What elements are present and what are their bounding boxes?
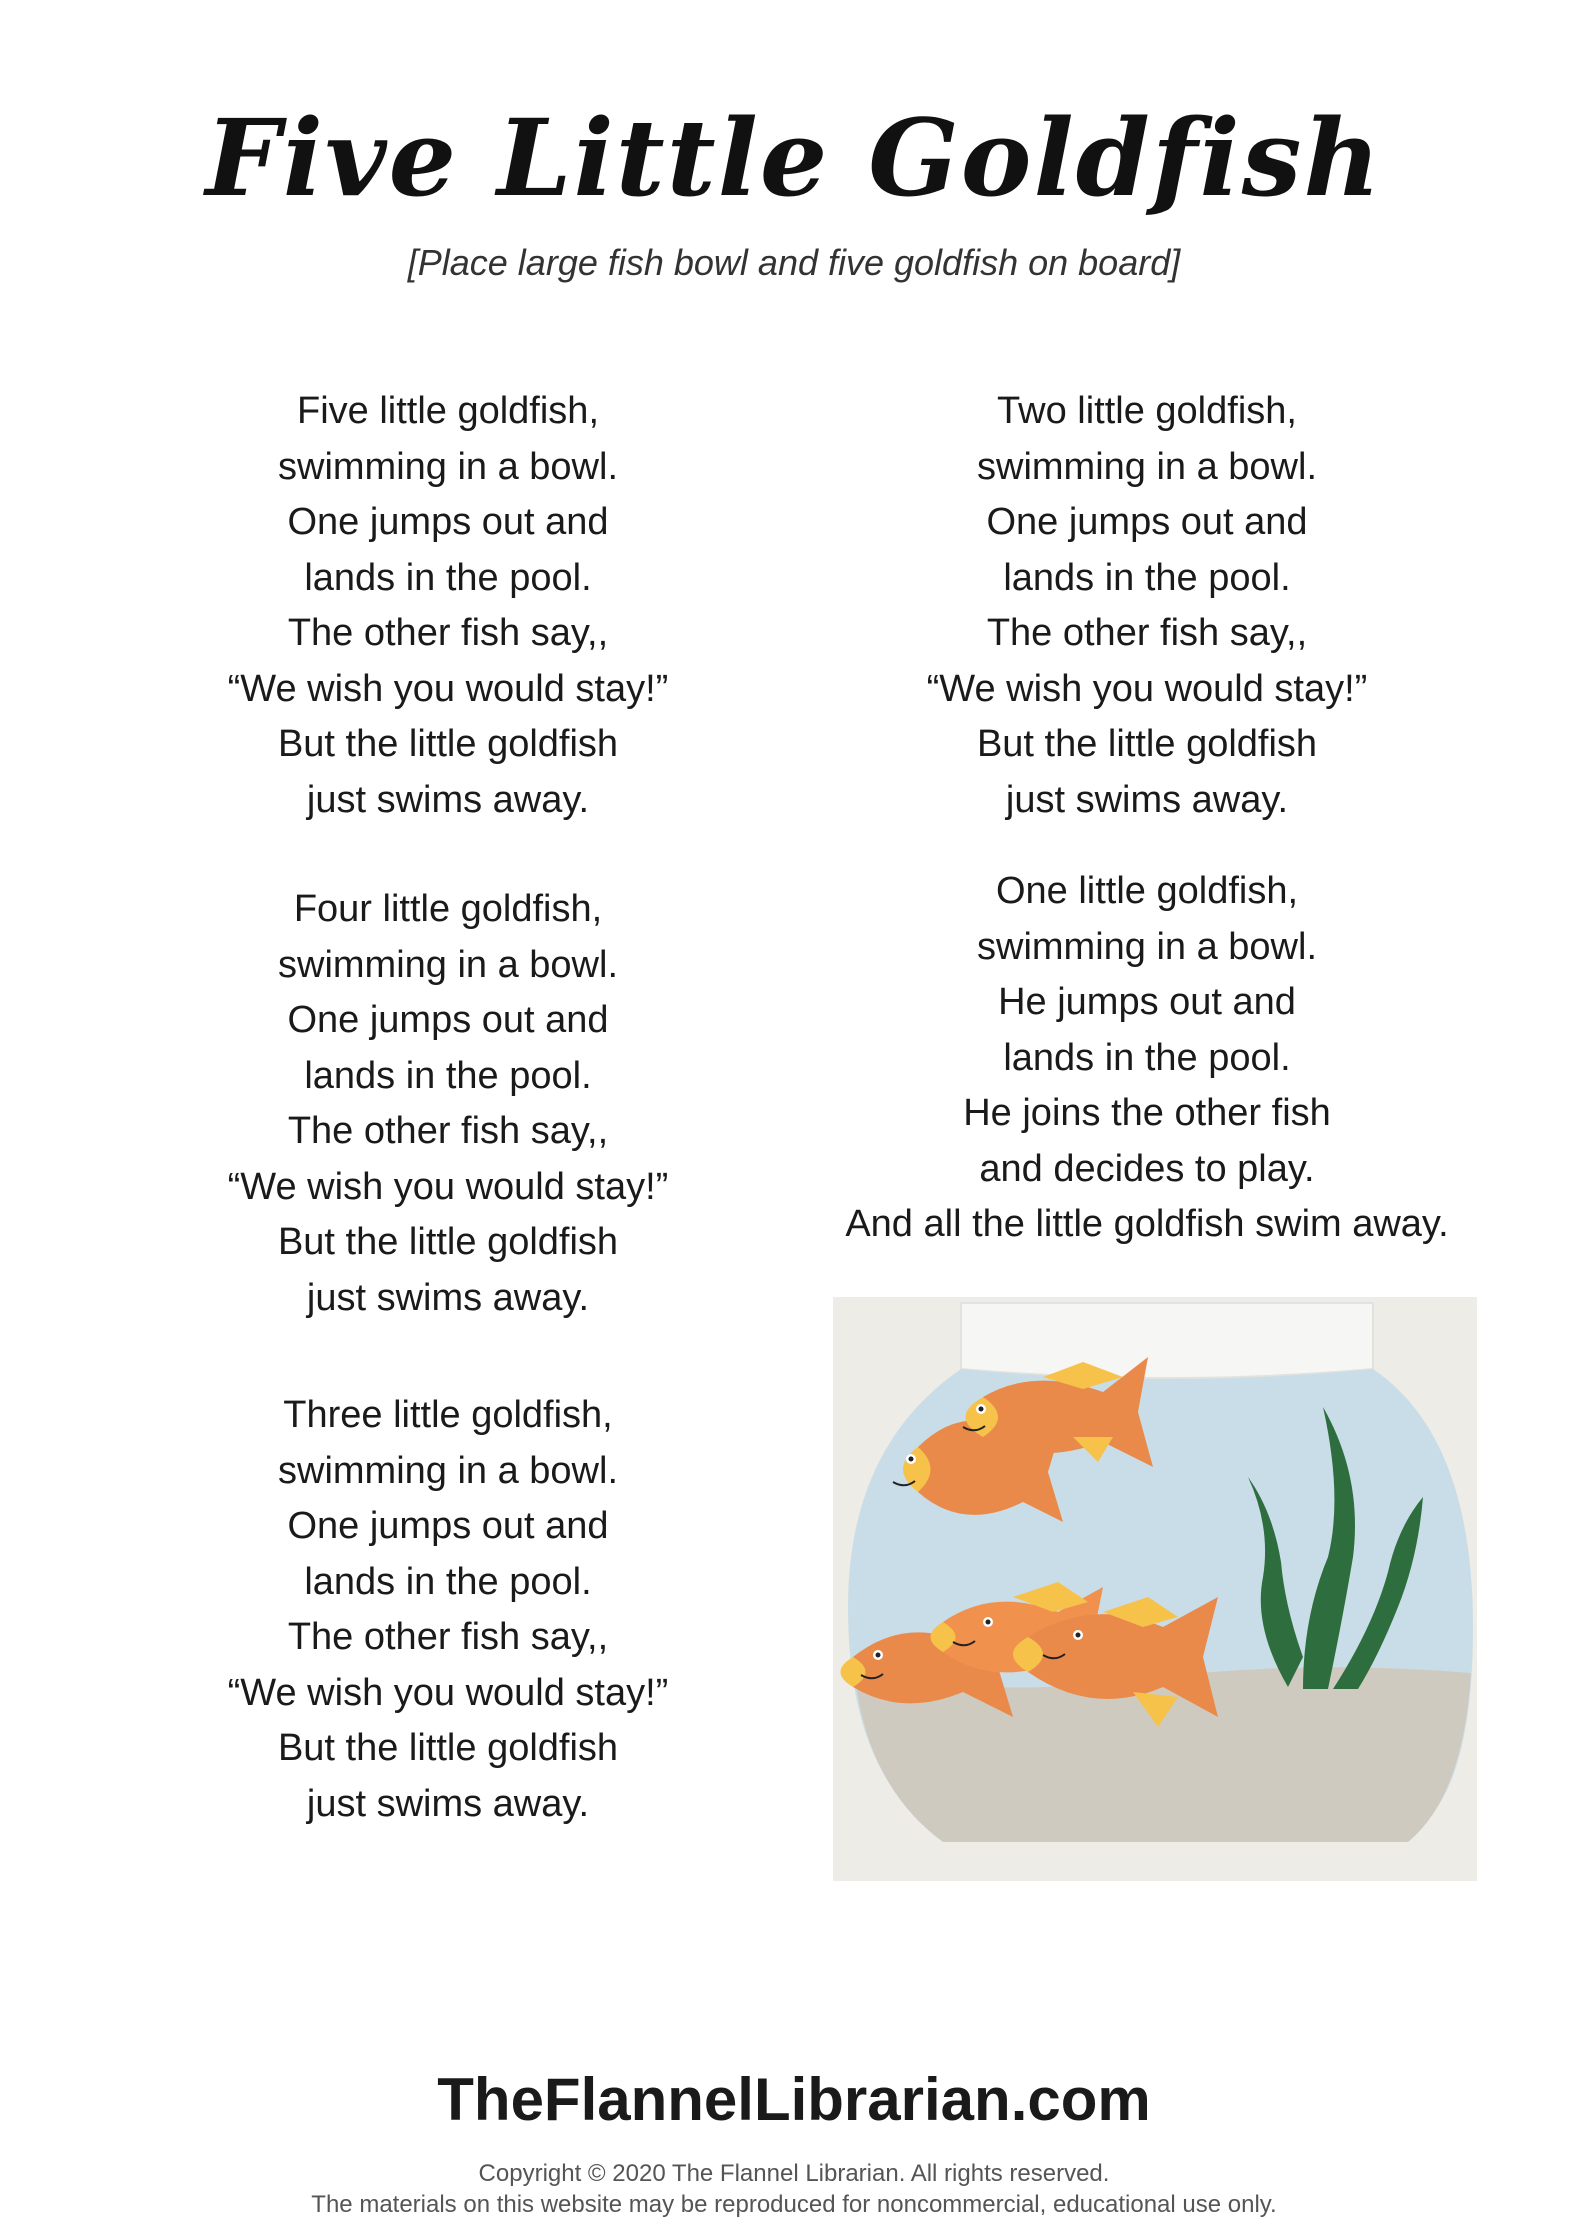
- stanza-four: [138, 882, 758, 1326]
- stanza-line: But the little goldfish: [277, 1727, 619, 1769]
- stanza-line: Four little goldfish,: [293, 888, 603, 930]
- page-title: Five Little Goldfish: [205, 95, 1383, 220]
- stanza-line: swimming in a bowl.: [977, 925, 1317, 968]
- stanza-line: just swims away.: [306, 778, 590, 821]
- stanza-three: [138, 1388, 758, 1832]
- stanza-line: swimming in a bowl.: [278, 1449, 618, 1492]
- stanza-line: But the little goldfish: [976, 723, 1318, 765]
- bowl-rim: [961, 1303, 1373, 1378]
- stanza-line: One little goldfish,: [995, 870, 1299, 912]
- website-name: TheFlannelLibrarian.com: [437, 2066, 1151, 2133]
- stanza-line: just swims away.: [1005, 778, 1289, 821]
- stanza-line: The other fish say,,: [287, 1110, 609, 1152]
- stanza-line: The other fish say,,: [287, 612, 609, 654]
- stanza-line: and decides to play.: [979, 1147, 1315, 1190]
- stanza-line: lands in the pool.: [304, 556, 592, 599]
- fish-bowl-photo: [833, 1297, 1477, 1881]
- stanza-line: just swims away.: [306, 1276, 590, 1319]
- stanza-line: lands in the pool.: [304, 1560, 592, 1603]
- stanza-line: “We wish you would stay!”: [227, 1671, 669, 1714]
- stanza-line: swimming in a bowl.: [278, 943, 618, 986]
- stanza-line: One jumps out and: [287, 999, 609, 1041]
- stanza-line: Three little goldfish,: [283, 1394, 613, 1436]
- stanza-line: swimming in a bowl.: [278, 445, 618, 488]
- stanza-line: One jumps out and: [986, 501, 1308, 543]
- stanza-line: just swims away.: [306, 1782, 590, 1825]
- stanza-line: Five little goldfish,: [296, 390, 599, 432]
- stanza-line: The other fish say,,: [287, 1616, 609, 1658]
- stanza-line: One jumps out and: [287, 501, 609, 543]
- stanza-line: lands in the pool.: [1003, 1036, 1291, 1079]
- stanza-five: [138, 384, 758, 828]
- stanza-line: He jumps out and: [998, 981, 1296, 1023]
- stanza-line: “We wish you would stay!”: [227, 667, 669, 710]
- stanza-one: [817, 864, 1477, 1253]
- stanza-line: One jumps out and: [287, 1505, 609, 1547]
- stanza-line: Two little goldfish,: [997, 390, 1297, 432]
- stanza-line: “We wish you would stay!”: [926, 667, 1368, 710]
- stanza-two: [837, 384, 1457, 828]
- stanza-line: lands in the pool.: [304, 1054, 592, 1097]
- stanza-line: But the little goldfish: [277, 1221, 619, 1263]
- usage-notice: The materials on this website may be reproduced for noncommercial, educational use only.: [311, 2191, 1277, 2218]
- stanza-line: “We wish you would stay!”: [227, 1165, 669, 1208]
- page-subtitle: [Place large fish bowl and five goldfish on board]: [407, 242, 1181, 283]
- copyright-line: Copyright © 2020 The Flannel Librarian. All rights reserved.: [478, 2160, 1110, 2187]
- stanza-line: The other fish say,,: [986, 612, 1308, 654]
- stanza-line: He joins the other fish: [963, 1092, 1331, 1134]
- stanza-line: But the little goldfish: [277, 723, 619, 765]
- stanza-line: swimming in a bowl.: [977, 445, 1317, 488]
- stanza-line: And all the little goldfish swim away.: [845, 1203, 1449, 1245]
- stanza-line: lands in the pool.: [1003, 556, 1291, 599]
